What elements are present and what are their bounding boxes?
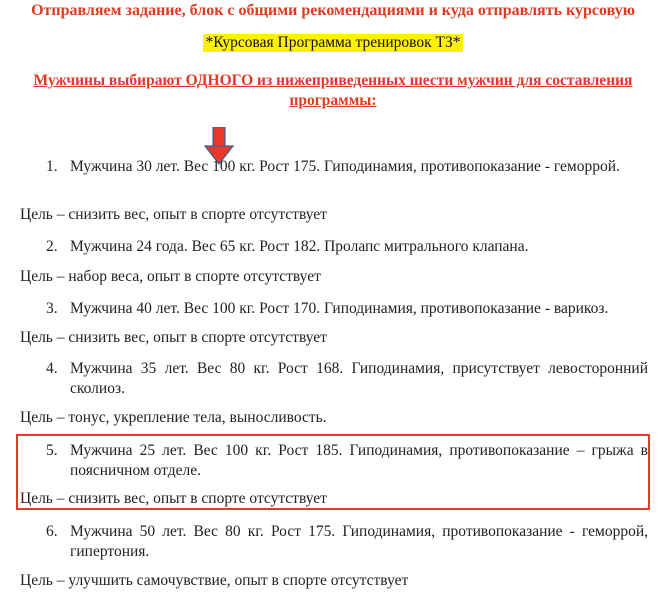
item-number: 4. [46,360,58,377]
candidate-description: Мужчина 40 лет. Вес 100 кг. Рост 170. Гиподинамия, противопоказание - варикоз. [70,300,609,317]
candidate-goal-1: Цель – снизить вес, опыт в спорте отсутствует [20,206,327,223]
subheader-line [0,34,666,52]
candidate-item-5 [46,441,648,481]
candidate-goal-4: Цель – тонус, укрепление тела, выносливость. [20,409,327,426]
selection-instruction: Мужчины выбирают ОДНОГО из нижеприведенных шести мужчин для составления программы: [33,72,633,109]
candidate-item-2 [46,237,648,257]
course-title-highlight: *Курсовая Программа тренировок ТЗ* [205,34,461,51]
candidate-description: Мужчина 30 лет. Вес 100 кг. Рост 175. Гиподинамия, противопоказание - геморрой. [70,158,620,175]
candidate-description: Мужчина 35 лет. Вес 80 кг. Рост 168. Гиподинамия, присутствует левосторонний сколиоз. [70,360,648,397]
candidate-goal-5: Цель – снизить вес, опыт в спорте отсутствует [20,490,327,507]
item-number: 6. [46,523,58,540]
candidate-item-6 [46,522,648,562]
item-number: 1. [46,158,58,175]
candidate-item-4 [46,359,648,399]
candidate-item-3 [46,299,648,319]
candidate-goal-3: Цель – снизить вес, опыт в спорте отсутствует [20,329,327,346]
candidate-item-1 [46,157,648,177]
item-number: 3. [46,300,58,317]
candidate-description: Мужчина 24 года. Вес 65 кг. Рост 182. Пролапс митрального клапана. [70,238,529,255]
candidate-description: Мужчина 25 лет. Вес 100 кг. Рост 185. Гиподинамия, противопоказание – грыжа в поясничном отделе. [70,442,648,479]
item-number: 2. [46,238,58,255]
document-header: Отправляем задание, блок с общими рекомендациями и куда отправлять курсовую [31,2,635,19]
candidate-goal-2: Цель – набор веса, опыт в спорте отсутствует [20,268,321,285]
candidate-description: Мужчина 50 лет. Вес 80 кг. Рост 175. Гиподинамия, противопоказание - геморрой, гипертония. [70,523,648,560]
item-number: 5. [46,442,58,459]
candidate-goal-6: Цель – улучшить самочувствие, опыт в спорте отсутствует [20,572,409,589]
